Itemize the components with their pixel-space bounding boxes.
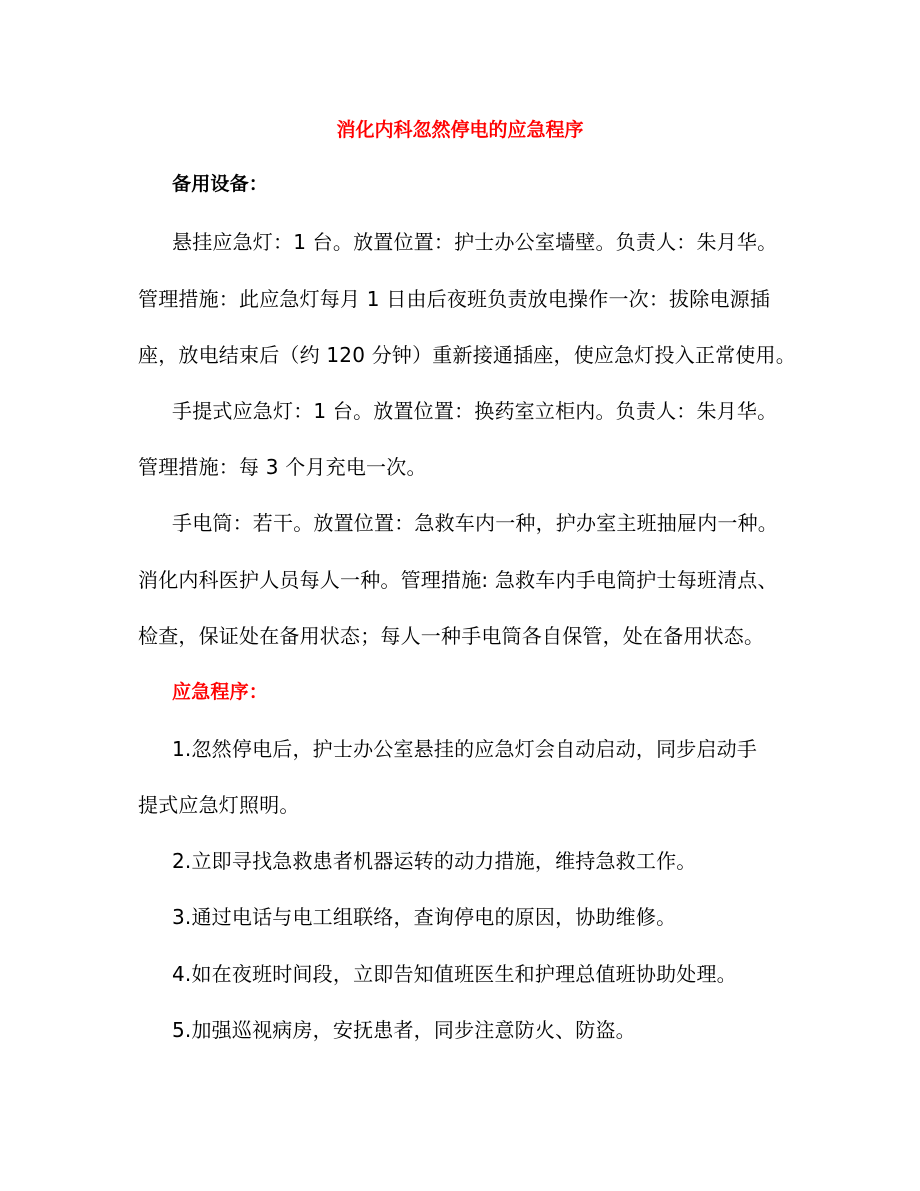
procedure-line: 5.加强巡视病房，安抚患者，同步注意防火、防盗。 bbox=[172, 1018, 636, 1042]
equipment-line: 管理措施：此应急灯每月 1 日由后夜班负责放电操作一次：拔除电源插 bbox=[138, 287, 771, 311]
document-title: 消化内科忽然停电的应急程序 bbox=[336, 119, 584, 141]
procedure-line: 1.忽然停电后，护士办公室悬挂的应急灯会自动启动，同步启动手 bbox=[172, 737, 758, 761]
procedure-line: 4.如在夜班时间段，立即告知值班医生和护理总值班协助处理。 bbox=[172, 962, 737, 986]
equipment-line: 手提式应急灯：1 台。放置位置：换药室立柜内。负责人：朱月华。 bbox=[172, 399, 778, 423]
equipment-line: 悬挂应急灯：1 台。放置位置：护士办公室墙壁。负责人：朱月华。 bbox=[172, 230, 778, 254]
procedure-line: 3.通过电话与电工组联络，查询停电的原因，协助维修。 bbox=[172, 905, 677, 929]
procedure-line: 提式应急灯照明。 bbox=[138, 793, 300, 817]
equipment-line: 座，放电结束后（约 120 分钟）重新接通插座，使应急灯投入正常使用。 bbox=[138, 343, 796, 367]
equipment-heading: 备用设备： bbox=[172, 173, 269, 195]
equipment-line: 管理措施：每 3 个月充电一次。 bbox=[138, 455, 427, 479]
equipment-line: 消化内科医护人员每人一种。管理措施: 急救车内手电筒护士每班清点、 bbox=[138, 568, 778, 592]
procedure-heading: 应急程序： bbox=[172, 681, 269, 703]
procedure-line: 2.立即寻找急救患者机器运转的动力措施，维持急救工作。 bbox=[172, 849, 697, 873]
equipment-line: 手电筒：若干。放置位置：急救车内一种，护办室主班抽屉内一种。 bbox=[172, 511, 778, 535]
equipment-line: 检查，保证处在备用状态；每人一种手电筒各自保管，处在备用状态。 bbox=[138, 624, 765, 648]
